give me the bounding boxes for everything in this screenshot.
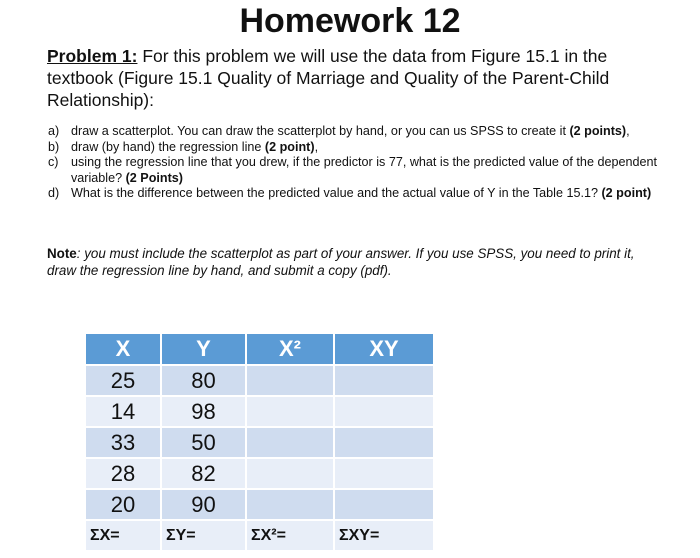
header-y: Y xyxy=(161,334,246,365)
cell-y: 82 xyxy=(161,458,246,489)
page-title: Homework 12 xyxy=(239,2,461,40)
task-item-c xyxy=(47,155,677,186)
cell-x: 28 xyxy=(86,458,161,489)
task-list xyxy=(47,124,677,202)
sum-x: ΣX= xyxy=(86,520,161,551)
header-x: X xyxy=(86,334,161,365)
cell-x-squared xyxy=(246,427,334,458)
table-row xyxy=(86,365,434,396)
task-letter: c) xyxy=(48,155,59,169)
note xyxy=(47,245,667,279)
table-header-row xyxy=(86,334,434,365)
task-suffix: , xyxy=(314,139,319,154)
task-text: using the regression line that you drew, if the predictor is 77, what is the predicted value of the dependent variable? xyxy=(71,155,657,185)
sum-x-squared: ΣX²= xyxy=(246,520,334,551)
task-text: draw (by hand) the regression line xyxy=(71,139,265,154)
cell-xy xyxy=(334,396,434,427)
problem-intro xyxy=(47,45,677,111)
task-text: What is the difference between the predicted value and the actual value of Y in the Table 15.1? xyxy=(71,186,602,200)
sum-y: ΣY= xyxy=(161,520,246,551)
table-row xyxy=(86,458,434,489)
task-points: (2 point) xyxy=(601,186,652,200)
cell-x: 33 xyxy=(86,427,161,458)
task-letter: a) xyxy=(48,124,60,138)
task-item-d xyxy=(47,186,677,202)
cell-x: 14 xyxy=(86,396,161,427)
cell-x-squared xyxy=(246,489,334,520)
cell-y: 50 xyxy=(161,427,246,458)
task-points: (2 points) xyxy=(569,124,627,138)
task-item-a xyxy=(47,124,677,140)
cell-xy xyxy=(334,458,434,489)
table-row xyxy=(86,396,434,427)
header-x-squared: X² xyxy=(246,334,334,365)
task-letter: d) xyxy=(48,186,60,200)
note-text: : you must include the scatterplot as part of your answer. If you use SPSS, you need to print it, draw the regression line by hand, and submit a copy (pdf). xyxy=(47,246,635,278)
note-label: Note xyxy=(47,246,77,261)
task-text: draw a scatterplot. You can draw the scatterplot by hand, or you can us SPSS to create it xyxy=(71,124,570,138)
cell-x-squared xyxy=(246,396,334,427)
data-table xyxy=(86,334,435,552)
cell-xy xyxy=(334,365,434,396)
cell-y: 98 xyxy=(161,396,246,427)
header-xy: XY xyxy=(334,334,434,365)
cell-y: 80 xyxy=(161,365,246,396)
cell-x: 25 xyxy=(86,365,161,396)
table-row xyxy=(86,489,434,520)
task-points: (2 Points) xyxy=(125,170,183,185)
cell-x: 20 xyxy=(86,489,161,520)
problem-label: Problem 1: xyxy=(47,46,138,66)
cell-y: 90 xyxy=(161,489,246,520)
table-row xyxy=(86,427,434,458)
task-item-b xyxy=(47,140,677,156)
problem-text: For this problem we will use the data from Figure 15.1 in the textbook (Figure 15.1 Quality of Marriage and Quality of the Parent-Child Relationship): xyxy=(47,46,610,110)
cell-x-squared xyxy=(246,458,334,489)
task-letter: b) xyxy=(48,139,60,154)
table-sum-row xyxy=(86,520,434,551)
task-points: (2 point) xyxy=(264,139,315,154)
sum-xy: ΣXY= xyxy=(334,520,434,551)
task-suffix: , xyxy=(626,124,630,138)
cell-x-squared xyxy=(246,365,334,396)
cell-xy xyxy=(334,427,434,458)
cell-xy xyxy=(334,489,434,520)
